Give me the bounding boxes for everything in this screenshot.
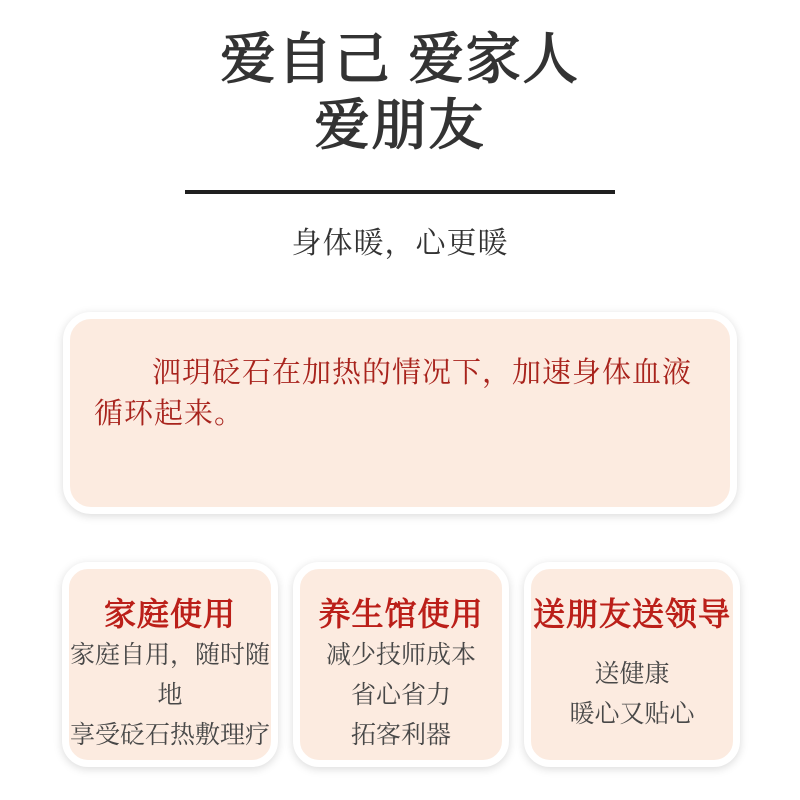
- usage-card-wellness-title: 养生馆使用: [318, 596, 484, 632]
- usage-card-home-line1: 家庭自用，随时随地: [69, 641, 270, 709]
- usage-card-home-line2: 享受砭石热敷理疗: [69, 721, 270, 749]
- usage-card-gift-line1: 送健康: [594, 659, 670, 688]
- usage-card-home: [62, 562, 278, 767]
- divider: [185, 190, 615, 194]
- page-subtitle: 身体暖，心更暖: [291, 227, 509, 260]
- usage-card-wellness-line2: 省心省力: [350, 681, 451, 709]
- usage-card-gift: [524, 562, 740, 767]
- usage-card-gift-line2: 暖心又贴心: [569, 699, 695, 728]
- intro-card-text: 泗玥砭石在加热的情况下，加速身体血液循环起来。: [94, 357, 693, 430]
- page-title-line2: 爱朋友: [314, 94, 486, 156]
- usage-card-wellness-line3: 拓客利器: [350, 721, 451, 749]
- usage-cards-row: [62, 562, 740, 767]
- usage-card-wellness-body: [300, 635, 502, 763]
- usage-card-home-body: [69, 635, 271, 763]
- usage-card-wellness-line1: 减少技师成本: [325, 641, 476, 669]
- usage-card-gift-body: [531, 635, 733, 760]
- page-title: [0, 26, 800, 158]
- usage-card-gift-title: 送朋友送领导: [532, 596, 731, 632]
- usage-card-home-title: 家庭使用: [103, 596, 236, 632]
- usage-card-wellness: [293, 562, 509, 767]
- page-title-line1: 爱自己 爱家人: [220, 28, 580, 90]
- intro-card: [63, 312, 737, 514]
